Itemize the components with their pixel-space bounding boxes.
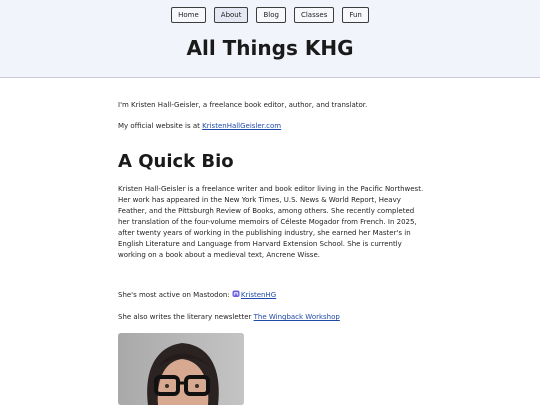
newsletter-prefix: She also writes the literary newsletter (118, 313, 254, 321)
website-line (118, 121, 428, 132)
newsletter-line (118, 312, 428, 323)
nav-home[interactable]: Home (171, 7, 206, 23)
mastodon-prefix: She's most active on Mastodon: (118, 291, 232, 299)
mastodon-line (118, 290, 428, 301)
website-prefix: My official website is at (118, 122, 203, 130)
mastodon-link[interactable]: KristenHG (240, 291, 277, 299)
nav-blog[interactable]: Blog (256, 7, 285, 23)
nav-classes[interactable]: Classes (294, 7, 334, 23)
intro-line: I'm Kristen Hall-Geisler, a freelance book editor, author, and translator. (118, 101, 368, 109)
bio-heading: A Quick Bio (118, 151, 234, 172)
bio-paragraph: Kristen Hall-Geisler is a freelance writer and book editor living in the Pacific Northwest. Her work has appeared in the New York Times, U.S. News & World Report, Heavy Feather, and the Pittsburgh Review of Books, among others. She recently completed her translation of the four-volume memoirs of Céleste Mogador from French. In 2025, after twenty years of working in the publishing industry, she earned her Master's in English Literature and Language from Harvard Extension School. She is currently working on a book about a medieval text, Ancrene Wisse. (118, 185, 424, 259)
site-header (0, 0, 540, 78)
website-link[interactable]: KristenHallGeisler.com (202, 122, 282, 130)
author-photo (118, 333, 244, 405)
author-portrait-image (118, 333, 244, 405)
nav-about[interactable]: About (214, 7, 249, 23)
nav-fun[interactable]: Fun (342, 7, 369, 23)
site-title: All Things KHG (186, 36, 354, 60)
main-nav (0, 7, 540, 23)
mastodon-icon (232, 290, 240, 298)
newsletter-link[interactable]: The Wingback Workshop (253, 313, 340, 321)
